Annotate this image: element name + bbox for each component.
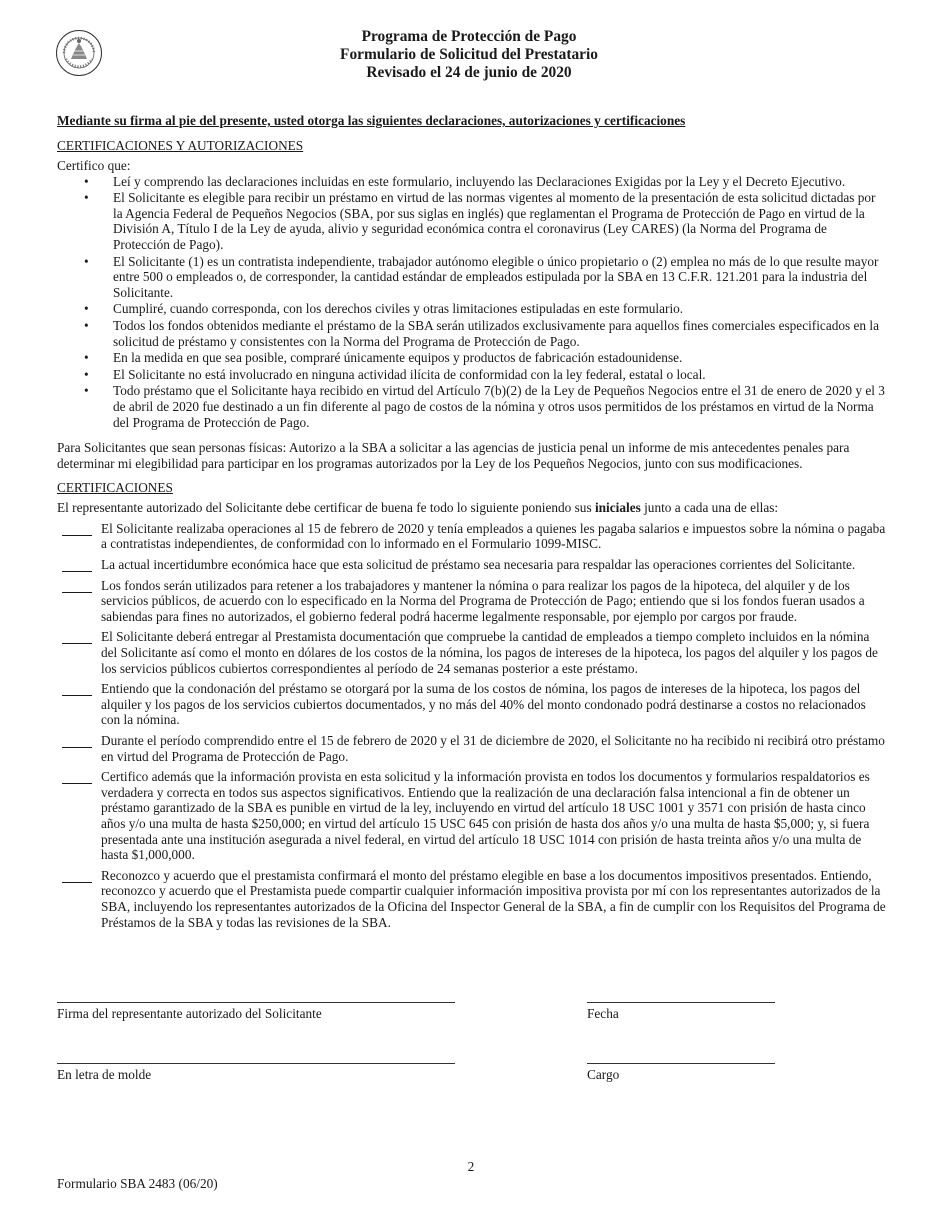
bullet-icon: •: [84, 173, 89, 189]
certify-lead: Certifico que:: [57, 158, 131, 173]
form-header: [0, 28, 938, 82]
bullet-item: [57, 367, 887, 383]
form-body: [57, 112, 887, 930]
bullet-icon: •: [84, 253, 89, 269]
certification-bullet-list: [57, 174, 887, 431]
initials-blank[interactable]: [62, 737, 92, 748]
certification-item: [57, 557, 887, 573]
form-identifier: Formulario SBA 2483 (06/20): [57, 1176, 218, 1191]
bullet-text: Cumpliré, cuando corresponda, con los derechos civiles y otras limitaciones estipuladas en este formulario.: [113, 301, 684, 317]
form-revision-date: Revisado el 24 de junio de 2020: [366, 64, 572, 81]
initials-blank[interactable]: [62, 561, 92, 572]
initials-blank[interactable]: [62, 633, 92, 644]
certification-item: [57, 629, 887, 676]
initials-blank[interactable]: [62, 872, 92, 883]
background-check-authorization: Para Solicitantes que sean personas físicas: Autorizo a la SBA a solicitar a las agencias de justicia penal un informe de mis antecedentes penales para determinar mi elegibilidad para participar en los programas autorizados por la Ley de los Pequeños Negocios, junto con sus modificaciones.: [57, 440, 850, 471]
certification-text: El Solicitante realizaba operaciones al 15 de febrero de 2020 y tenía empleados a quienes les pagaba salarios e impuestos sobre la nómina o pagaba a contratistas independientes, de conformidad con lo informado en el Formulario 1099-MISC.: [101, 520, 886, 552]
title-line[interactable]: [587, 1063, 775, 1064]
bullet-item: [57, 350, 887, 366]
bullet-item: [57, 254, 887, 301]
signature-label: Firma del representante autorizado del Solicitante: [57, 1006, 322, 1021]
instruction-text-end: junto a cada una de ellas:: [640, 500, 779, 516]
bullet-icon: •: [84, 301, 89, 317]
bullet-text: El Solicitante es elegible para recibir un préstamo en virtud de las normas vigentes al momento de la presentación de esta solicitud dictadas por la Agencia Federal de Pequeños Negocios (SBA, por sus siglas en inglés) que reglamentan el Programa de Protección de Pago en virtud de la División A, Título I de la Ley de ayuda, alivio y seguridad económica contra el coronavirus (Ley CARES) (la Norma del Programa de Protección de Pago).: [113, 190, 876, 252]
certification-text: Los fondos serán utilizados para retener a los trabajadores y mantener la nómina o para realizar los pagos de la hipoteca, del alquiler y de los servicios públicos, de acuerdo con lo especificado en la Norma del Programa de Protección de Pago; entiendo que si los fondos fueran usados a sabiendas para fines no autorizados, el gobierno federal podrá hacerme legalmente responsable, por ejemplo por cargos por fraude.: [101, 577, 865, 624]
bullet-item: [57, 383, 887, 430]
bullet-text: Todo préstamo que el Solicitante haya recibido en virtud del Artículo 7(b)(2) de la Ley de Pequeños Negocios entre el 31 de enero de 2020 y el 3 de abril de 2020 fue destinado a un fin diferente al pago de costos de la nómina y otros usos permitidos de los préstamos en virtud de la Norma del Programa de Protección de Pago.: [113, 383, 885, 430]
section-title-certifications: CERTIFICACIONES: [57, 480, 173, 496]
bullet-icon: •: [84, 383, 89, 399]
certification-item: [57, 868, 887, 930]
bullet-icon: •: [84, 350, 89, 366]
instruction-bold: iniciales: [594, 500, 641, 516]
intro-statement: Mediante su firma al pie del presente, usted otorga las siguientes declaraciones, autorizaciones y certificaciones: [57, 113, 686, 128]
bullet-item: [57, 301, 887, 317]
date-label: Fecha: [587, 1006, 619, 1021]
page-number: 2: [467, 1159, 475, 1174]
bullet-item: [57, 190, 887, 252]
certification-text: Durante el período comprendido entre el 15 de febrero de 2020 y el 31 de diciembre de 2020, el Solicitante no ha recibido ni recibirá otro préstamo en virtud del Programa de Protección de Pago.: [101, 733, 885, 764]
initials-blank[interactable]: [62, 525, 92, 536]
initials-blank[interactable]: [62, 582, 92, 593]
bullet-icon: •: [84, 190, 89, 206]
certification-item: [57, 681, 887, 728]
date-line[interactable]: [587, 1002, 775, 1003]
bullet-icon: •: [84, 317, 89, 333]
certification-item: [57, 769, 887, 863]
initials-blank[interactable]: [62, 685, 92, 696]
bullet-icon: •: [84, 366, 89, 382]
bullet-item: [57, 174, 887, 190]
form-title: Programa de Protección de Pago: [361, 28, 577, 45]
bullet-text: El Solicitante no está involucrado en ninguna actividad ilícita de conformidad con la ley federal, estatal o local.: [113, 366, 706, 382]
printed-name-line[interactable]: [57, 1063, 455, 1064]
section-title-certifications-authorizations: CERTIFICACIONES Y AUTORIZACIONES: [57, 138, 304, 153]
bullet-text: En la medida en que sea posible, compraré únicamente equipos y productos de fabricación estadounidense.: [113, 350, 683, 366]
certification-text: Entiendo que la condonación del préstamo se otorgará por la suma de los costos de nómina, los pagos de intereses de la hipoteca, los pagos del alquiler y los pagos de los servicios cubiertos documentados, y no más del 40% del monto condonado podrá destinarse a costos no relacionados con la nómina.: [101, 681, 866, 728]
certification-text: Reconozco y acuerdo que el prestamista confirmará el monto del préstamo elegible en base a los documentos impositivos presentados. Entiendo, reconozco y acuerdo que el Prestamista puede compartir cualquier información impositiva provista por mí con los representantes autorizados de la SBA, incluyendo los representantes autorizados de la Oficina del Inspector General de la SBA, a fin de cumplir con los Requisitos del Programa de Préstamos de la SBA y todas las revisiones de la SBA.: [101, 867, 886, 930]
certification-text: El Solicitante deberá entregar al Prestamista documentación que compruebe la cantidad de empleados a tiempo completo incluidos en la nómina del Solicitante así como el monto en dólares de los costos de la nómina, los pagos de intereses de la hipoteca, los pagos del alquiler y los pagos de los servicios públicos cubiertos correspondientes al período de 24 semanas posterior a este préstamo.: [101, 629, 878, 676]
certification-text: La actual incertidumbre económica hace que esta solicitud de préstamo sea necesaria para respaldar las operaciones corrientes del Solicitante.: [101, 557, 856, 573]
certification-item: [57, 578, 887, 625]
signature-line[interactable]: [57, 1002, 455, 1003]
form-subtitle: Formulario de Solicitud del Prestatario: [340, 46, 598, 63]
bullet-text: Todos los fondos obtenidos mediante el préstamo de la SBA serán utilizados exclusivamente para aquellos fines comerciales especificados en la solicitud de préstamo y consistentes con la Norma del Programa de Protección de Pago.: [113, 317, 879, 349]
bullet-text: Leí y comprendo las declaraciones incluidas en este formulario, incluyendo las Declaraciones Exigidas por la Ley y el Decreto Ejecutivo.: [113, 173, 846, 189]
instruction-text: El representante autorizado del Solicitante debe certificar de buena fe todo lo siguiente poniendo sus: [57, 500, 595, 516]
initials-instruction: [57, 500, 887, 516]
certification-text: Certifico además que la información provista en esta solicitud y la información provista en todos los documentos y formularios respaldatorios es verdadera y correcta en todos sus aspectos significativos. Entiendo que la realización de una declaración falsa intencional a fin de obtener un préstamo garantizado de la SBA es punible en virtud de la ley, incluyendo en virtud del artículo 18 USC 1001 y 3571 con prisión de hasta cinco años y/o una multa de hasta $250,000; en virtud del artículo 15 USC 645 con prisión de hasta dos años y/o una multa de hasta $5,000; y, si fuera presentada ante una institución asegurada a nivel federal, en virtud del artículo 18 USC 1014 con prisión de hasta treinta años y/o una multa de hasta $1,000,000.: [101, 769, 870, 863]
printed-name-label: En letra de molde: [57, 1067, 152, 1082]
bullet-item: [57, 318, 887, 349]
certification-item: [57, 521, 887, 552]
initials-blank[interactable]: [62, 773, 92, 784]
certification-item: [57, 733, 887, 764]
bullet-text: El Solicitante (1) es un contratista independiente, trabajador autónomo elegible o único propietario o (2) emplea no más de lo que resulte mayor entre 500 o empleados o, de corresponder, la cantidad estándar de empleados estipulada por la SBA en 13 C.F.R. 121.201 para la industria del Solicitante.: [113, 253, 879, 300]
title-label: Cargo: [587, 1067, 620, 1082]
